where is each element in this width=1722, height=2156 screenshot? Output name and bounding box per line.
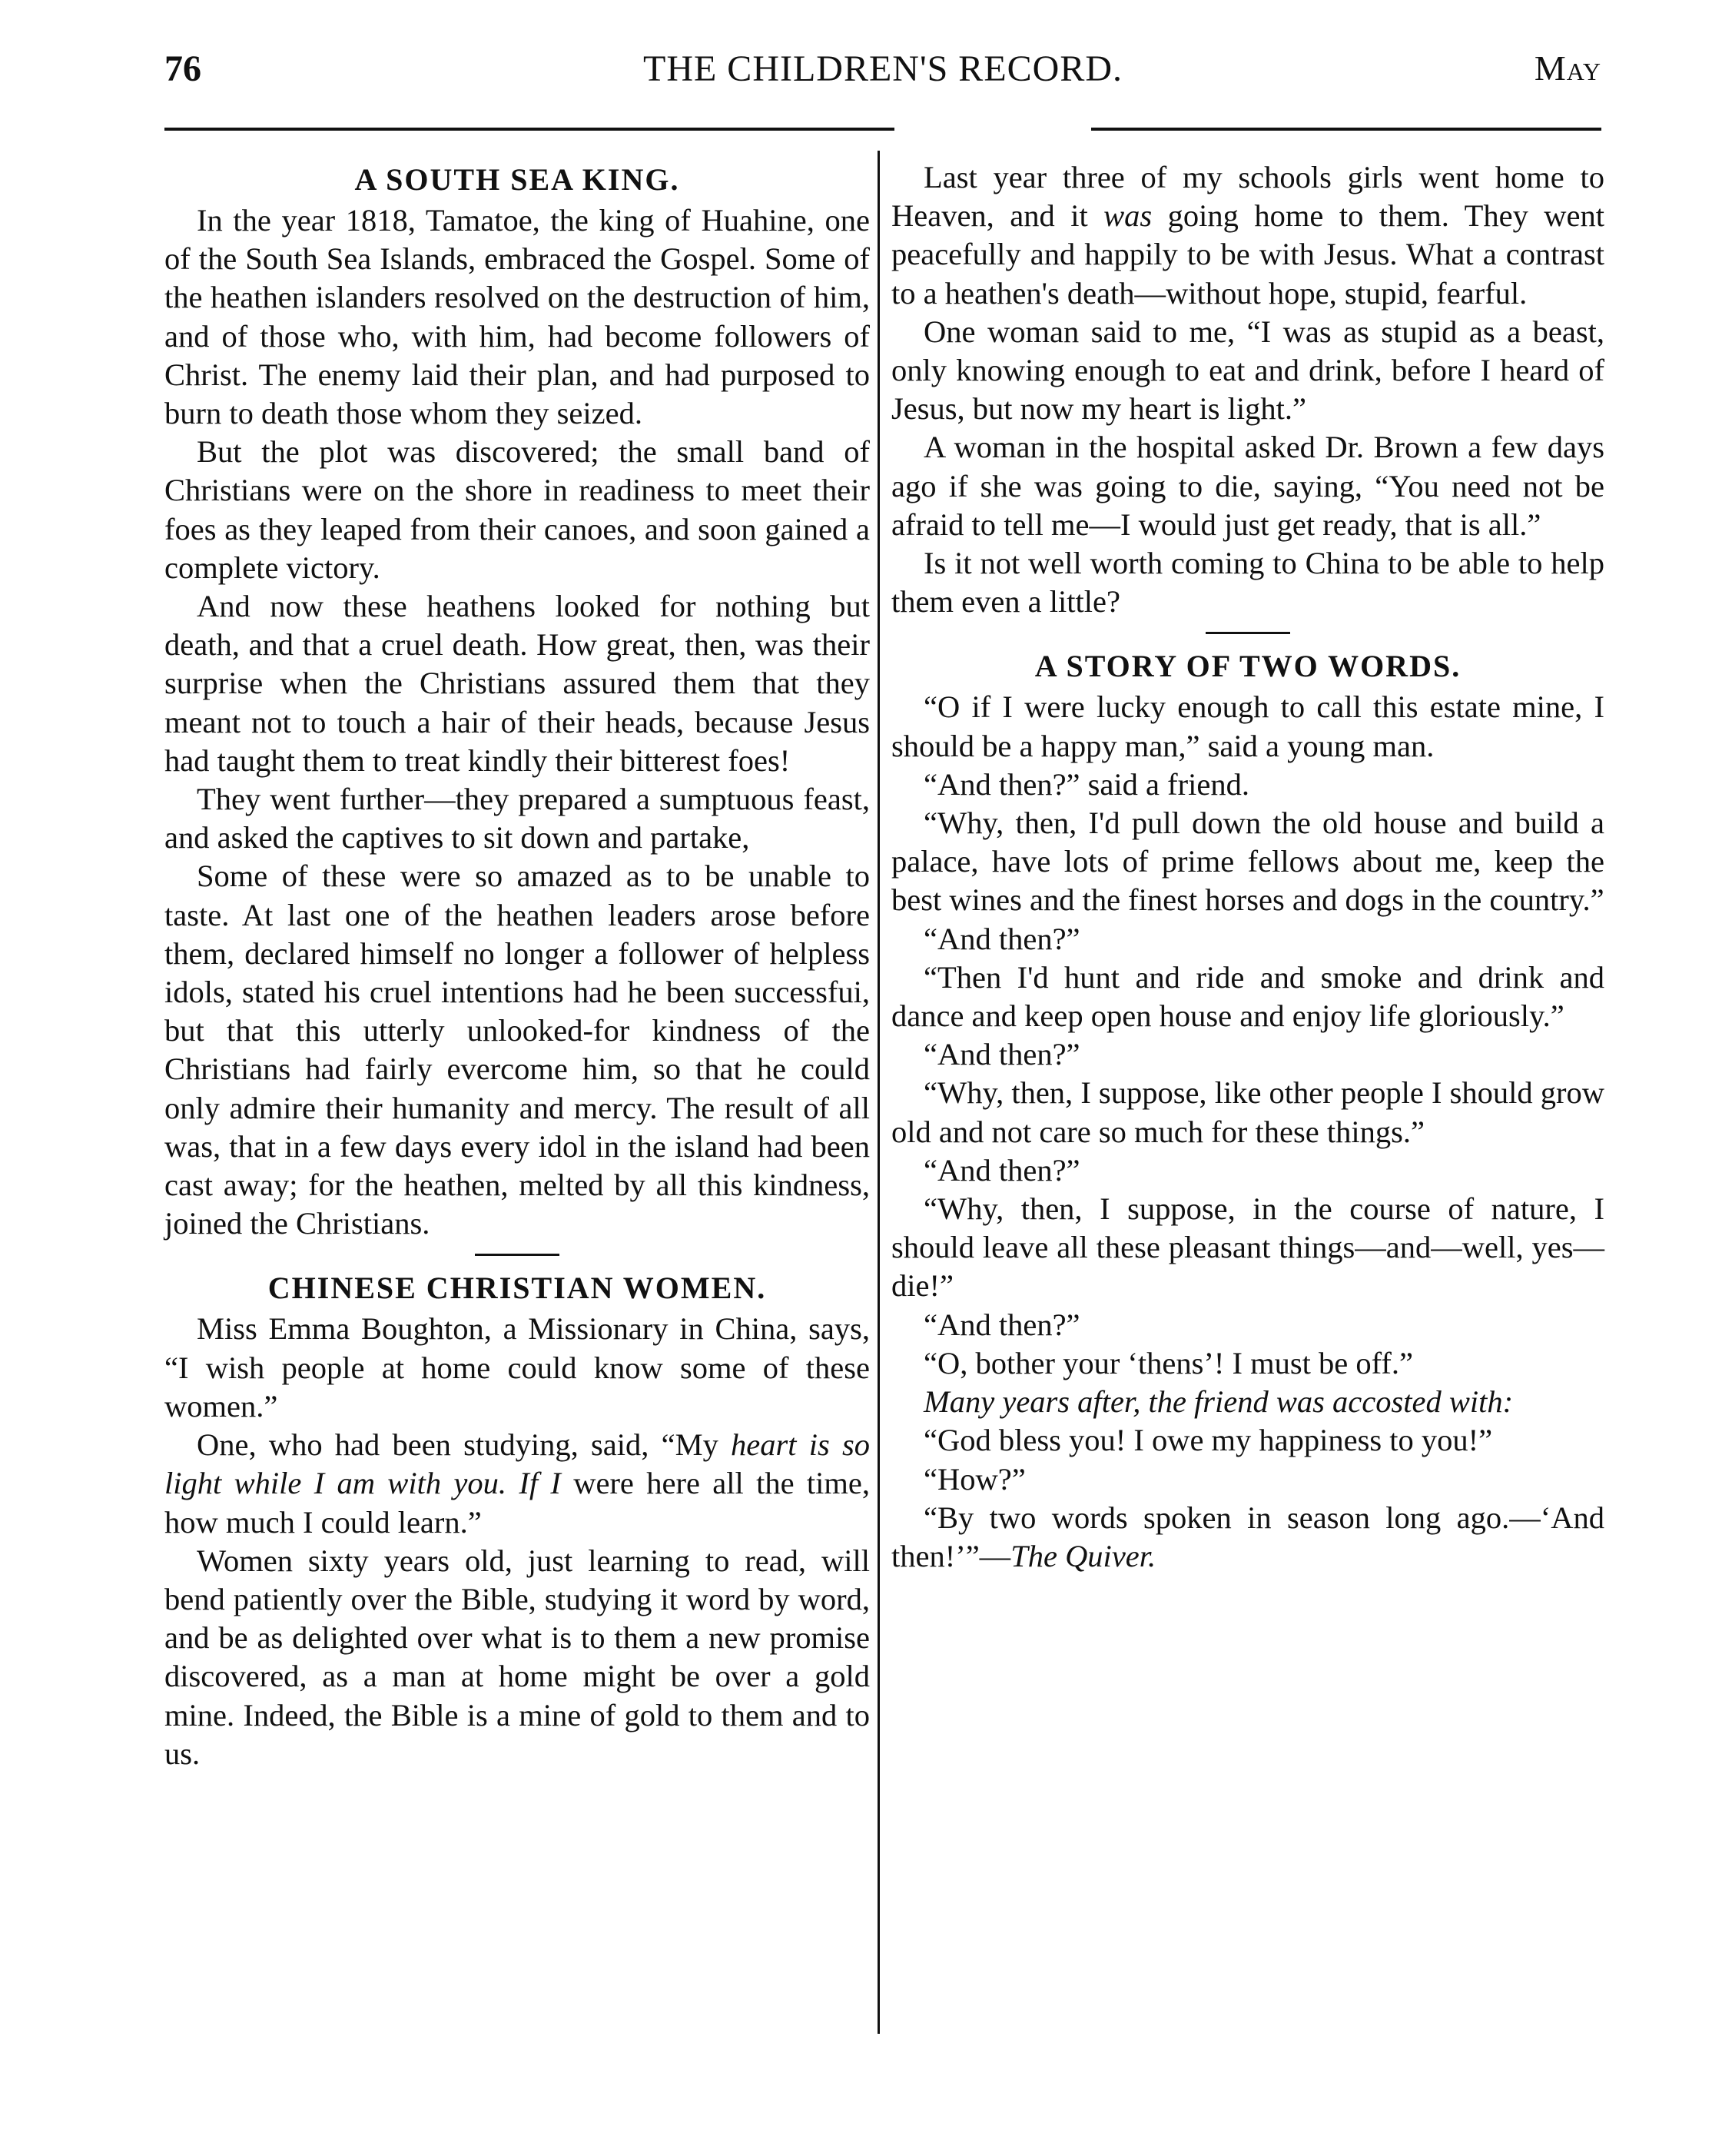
paragraph: “Why, then, I suppose, like other people I should grow old and not care so much for these things.” bbox=[891, 1075, 1604, 1149]
header-rule-right bbox=[1091, 128, 1601, 131]
text-run: Last year three of my schools girls went home to Heaven, and it bbox=[891, 160, 1604, 234]
paragraph: “O, bother your ‘thens’! I must be off.” bbox=[924, 1345, 1413, 1380]
column-divider bbox=[878, 151, 880, 2034]
paragraph: But the plot was discovered; the small band of Christians were on the shore in readiness to meet their foes as they leaped from their canoes, and soon gained a complete victory. bbox=[164, 434, 870, 585]
text-run: were here all the time, how much I could learn.” bbox=[164, 1466, 870, 1540]
publication-title: THE CHILDREN'S RECORD. bbox=[643, 48, 1123, 89]
paragraph: “Why, then, I'd pull down the old house and build a palace, have lots of prime fellows about me, keep the best wines and the finest horses and dogs in the country.” bbox=[891, 806, 1604, 918]
right-column bbox=[891, 158, 1604, 1576]
paragraph: “And then?” said a friend. bbox=[924, 766, 1249, 802]
page-number: 76 bbox=[164, 48, 201, 89]
paragraph: They went further—they prepared a sumptuous feast, and asked the captives to sit down and partake, bbox=[164, 782, 870, 855]
page-header bbox=[164, 48, 1601, 109]
paragraph: Some of these were so amazed as to be unable to taste. At last one of the heathen leaders arose before them, declared himself no longer a follower of helpless idols, stated his cruel intentions had he been successfui, but that this utterly unlooked-for kindness of the Christians had fairly evercome him, so that he could only admire their humanity and mercy. The result of all was, that in a few days every idol in the island had been cast away; for the heathen, melted by all this kindness, joined the Christians. bbox=[164, 859, 870, 1241]
source-attribution: The Quiver. bbox=[1010, 1538, 1156, 1573]
article-separator bbox=[1206, 632, 1290, 634]
paragraph: “Why, then, I suppose, in the course of nature, I should leave all these pleasant things—and—well, yes—die!” bbox=[891, 1191, 1604, 1304]
paragraph: “And then?” bbox=[924, 921, 1080, 956]
article-separator bbox=[475, 1254, 559, 1256]
paragraph: A woman in the hospital asked Dr. Brown a few days ago if she was going to die, saying, “You need not be afraid to tell me—I would just get ready, that is all.” bbox=[891, 430, 1604, 542]
article-chinese-christian-women bbox=[164, 1267, 870, 1772]
text-run: “By two words spoken in season long ago.—‘And then!’”— bbox=[891, 1500, 1604, 1573]
paragraph bbox=[891, 1499, 1604, 1576]
article-title: A SOUTH SEA KING. bbox=[354, 162, 680, 197]
paragraph: “And then?” bbox=[924, 1037, 1080, 1072]
paragraph: “God bless you! I owe my happiness to you!” bbox=[924, 1423, 1493, 1458]
left-column bbox=[164, 158, 870, 1773]
italic-text: was bbox=[1103, 198, 1153, 234]
paragraph: In the year 1818, Tamatoe, the king of Huahine, one of the South Sea Islands, embraced the Gospel. Some of the heathen islanders resolved on the destruction of him, and of those who, with him, had become followers of Christ. The enemy laid their plan, and had purposed to burn to death those whom they seized. bbox=[164, 203, 870, 431]
article-story-of-two-words bbox=[891, 645, 1604, 1576]
article-south-sea-king bbox=[164, 158, 870, 1243]
paragraph: One woman said to me, “I was as stupid as a beast, only knowing enough to eat and drink, before I heard of Jesus, but now my heart is light.” bbox=[891, 314, 1604, 427]
paragraph: “And then?” bbox=[924, 1152, 1080, 1188]
text-run: One, who had been studying, said, “My bbox=[197, 1427, 732, 1463]
article-title: A STORY OF TWO WORDS. bbox=[1034, 649, 1462, 684]
paragraph bbox=[891, 158, 1604, 313]
italic-text: Many years after, the friend was accosted with: bbox=[924, 1384, 1514, 1420]
paragraph: “How?” bbox=[924, 1461, 1026, 1497]
article-title: CHINESE CHRISTIAN WOMEN. bbox=[267, 1271, 767, 1306]
paragraph: “Then I'd hunt and ride and smoke and drink and dance and keep open house and enjoy life gloriously.” bbox=[891, 959, 1604, 1034]
paragraph: And now these heathens looked for nothing but death, and that a cruel death. How great, then, was their surprise when the Christians assured them that they meant not to touch a hair of their heads, because Jesus had taught them to treat kindly their bitterest foes! bbox=[164, 589, 870, 778]
paragraph: Is it not well worth coming to China to be able to help them even a little? bbox=[891, 546, 1604, 620]
paragraph bbox=[891, 1383, 1604, 1421]
issue-month: May bbox=[1534, 48, 1601, 88]
paragraph bbox=[164, 1426, 870, 1542]
text-run: going home to them. They went peacefully and happily to be with Jesus. What a contrast to a heathen's death—without hope, stupid, fearful. bbox=[891, 198, 1605, 311]
paragraph: “O if I were lucky enough to call this estate mine, I should be a happy man,” said a young man. bbox=[891, 689, 1604, 763]
header-rule-left bbox=[164, 128, 894, 131]
paragraph: Miss Emma Boughton, a Missionary in China, says, “I wish people at home could know some of these women.” bbox=[164, 1311, 870, 1423]
paragraph: “And then?” bbox=[924, 1307, 1080, 1342]
paragraph: Women sixty years old, just learning to read, will bend patiently over the Bible, studying it word by word, and be as delighted over what is to them a new promise discovered, as a man at home might be over a gold mine. Indeed, the Bible is a mine of gold to them and to us. bbox=[164, 1543, 870, 1771]
italic-text: heart is so light while I am with you. If I bbox=[164, 1427, 870, 1501]
